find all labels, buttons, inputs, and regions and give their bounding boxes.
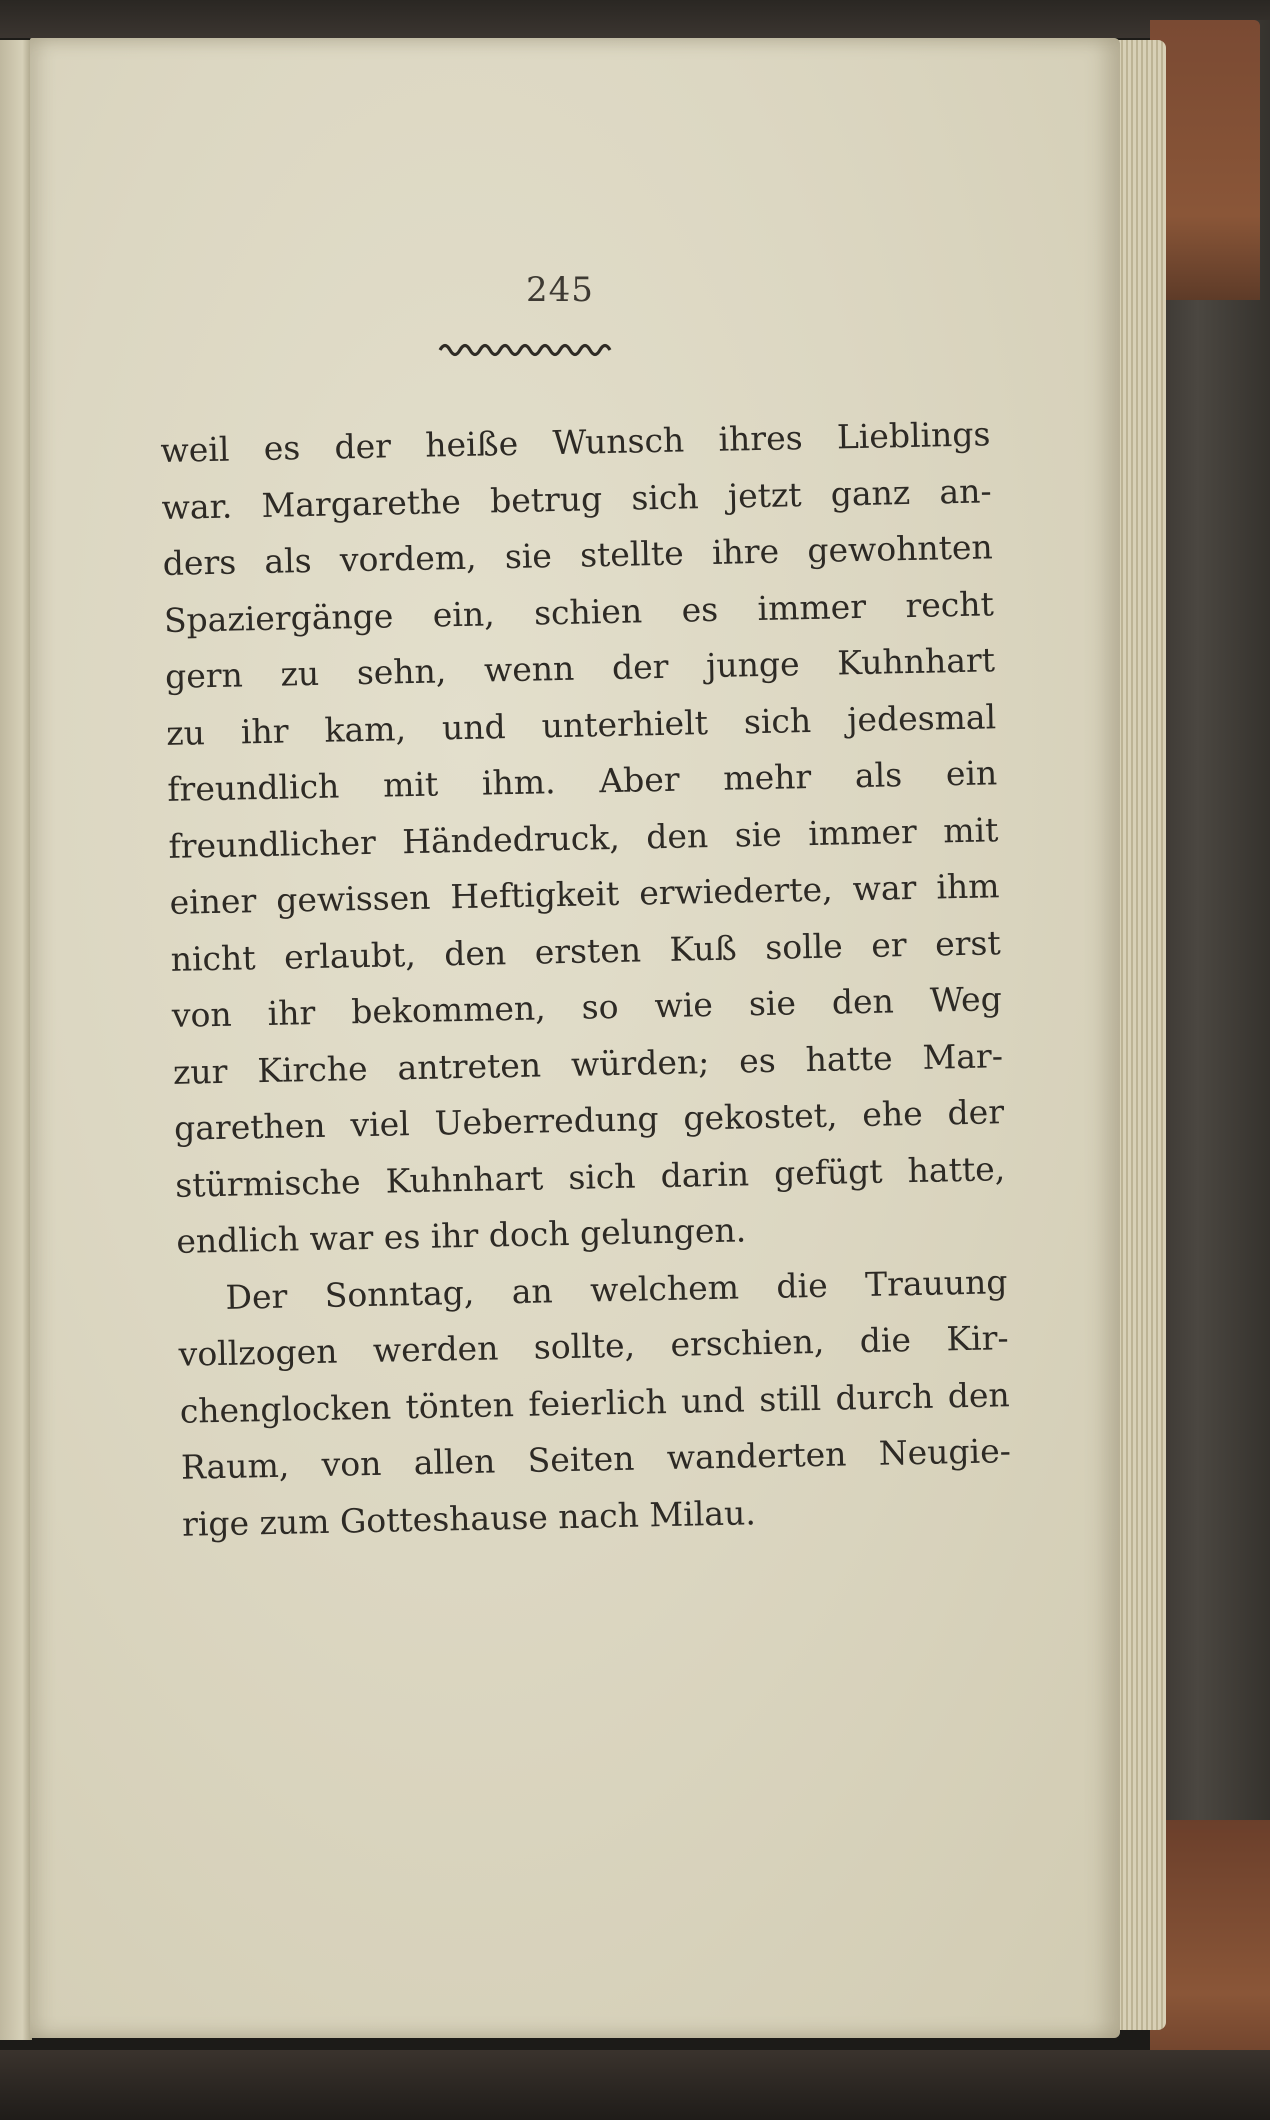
text-line: endlich war es ihr doch gelungen. xyxy=(176,1210,747,1261)
text-line: Spaziergänge ein, schien es immer recht xyxy=(163,583,995,640)
text-line: Raum, von allen Seiten wanderten Neugie- xyxy=(180,1431,1012,1487)
text-line: weil es der heiße Wunsch ihres Lieblings xyxy=(160,414,991,470)
text-line: von ihr bekommen, so wie sie den Weg xyxy=(171,979,1003,1035)
text-line: zu ihr kam, und unterhielt sich jedesmal xyxy=(165,696,997,753)
page-number: 245 xyxy=(526,270,594,310)
text-line: stürmische Kuhnhart sich darin gefügt hatte, xyxy=(174,1148,1006,1205)
text-line: rige zum Gotteshause nach Milau. xyxy=(181,1492,757,1544)
leather-corner-top xyxy=(1150,20,1260,300)
text-line: nicht erlaubt, den ersten Kuß solle er erst xyxy=(170,922,1001,979)
wavy-rule-ornament-icon xyxy=(438,338,614,358)
book-page xyxy=(30,38,1120,2038)
left-page-edge xyxy=(0,40,32,2040)
body-text xyxy=(160,406,1013,1552)
text-line: freundlich mit ihm. Aber mehr als ein xyxy=(166,753,998,809)
book-cover-spine xyxy=(1150,20,1270,2100)
text-line: freundlicher Händedruck, den sie immer mit xyxy=(168,809,999,866)
book-cover-bottom xyxy=(0,2050,1270,2120)
book-cover-top xyxy=(0,0,1270,38)
text-line: garethen viel Ueberredung gekostet, ehe der xyxy=(173,1092,1005,1148)
text-line: Der Sonntag, an welchem die Trauung xyxy=(225,1261,1008,1317)
text-line: ders als vordem, sie stellte ihre gewohnten xyxy=(162,527,994,583)
text-line: war. Margarethe betrug sich jetzt ganz an- xyxy=(161,470,992,527)
text-line: vollzogen werden sollte, erschien, die Kir- xyxy=(178,1318,1009,1374)
text-line: gern zu sehn, wenn der junge Kuhnhart xyxy=(164,640,996,696)
text-line: chenglocken tönten feierlich und still durch den xyxy=(179,1374,1011,1431)
text-line: zur Kirche antreten würden; es hatte Mar- xyxy=(172,1035,1004,1092)
text-line: einer gewissen Heftigkeit erwiederte, war ihm xyxy=(169,866,1000,922)
